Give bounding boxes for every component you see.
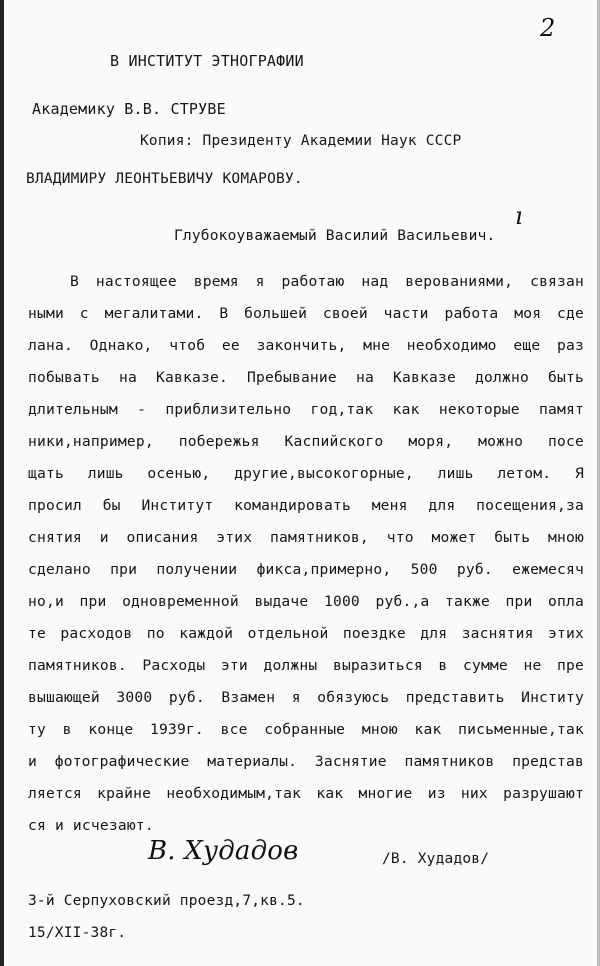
body-line: ными с мегалитами. В большей своей части работа моя сде [28,305,584,322]
typed-signature: /В. Худадов/ [382,851,490,867]
body-line: снятия и описания этих памятников, что может быть мною [28,529,584,546]
handwritten-page-number: 2 [540,14,556,42]
body-line: побывать на Кавказе. Пребывание на Кавказе должно быть [28,369,584,386]
body-line: В настоящее время я работаю над верованиями, связан [70,273,584,290]
body-line: лана. Однако, чтоб ее закончить, мне необходимо еще раз [28,337,584,354]
body-line: ники,например, побережья Каспийского моря, можно посе [28,433,584,450]
body-line: ляется крайне необходимым,так как многие из них разрушают [28,785,584,802]
header-institute: В ИНСТИТУТ ЭТНОГРАФИИ [110,52,304,70]
footer-address: 3-й Серпуховский проезд,7,кв.5. [28,893,305,909]
body-line: длительным - приблизительно год,так как некоторые памят [28,401,584,418]
body-line: вышающей 3000 руб. Взамен я обязуюсь представить Институ [28,689,584,706]
body-line: но,и при одновременной выдаче 1000 руб.,а также при опла [28,593,584,610]
header-copy: Копия: Президенту Академии Наук СССР [140,133,462,149]
footer-date: 15/XII-38г. [28,925,127,941]
header-addressee: Академику В.В. СТРУВЕ [32,100,226,118]
handwritten-signature: В. Худадов [148,836,299,866]
salutation: Глубокоуважаемый Василий Васильевич. [174,228,496,244]
body-line: щать лишь осенью, другие,высокогорные, лишь летом. Я [28,465,584,482]
body-line: те расходов по каждой отдельной поездке для заснятия этих [28,625,584,642]
body-line: памятников. Расходы эти должны выразиться в сумме не пре [28,657,584,674]
body-line: просил бы Институт командировать меня для посещения,за [28,497,584,514]
body-line: и фотографические материалы. Заснятие памятников представ [28,753,584,770]
scan-border-left [0,0,4,966]
body-line: сделано при получении фикса,примерно, 500 руб. ежемесяч [28,561,584,578]
handwritten-mark: ı [515,202,523,230]
header-copy-name: ВЛАДИМИРУ ЛЕОНТЬЕВИЧУ КОМАРОВУ. [26,171,303,187]
body-line: ся и исчезают. [28,817,154,834]
body-line: ту в конце 1939г. все собранные мною как письменные,так [28,721,584,738]
